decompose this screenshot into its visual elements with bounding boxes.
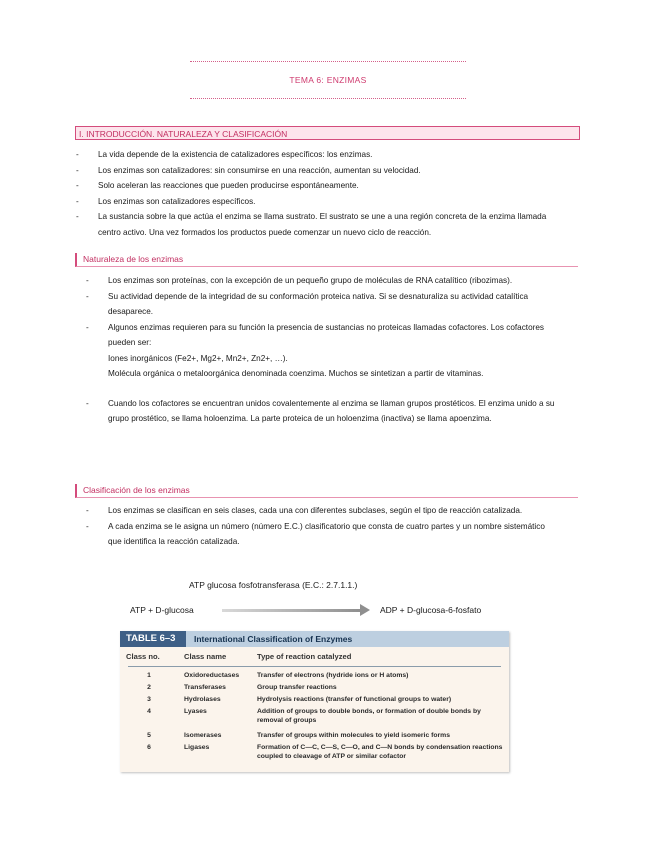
column-header: Class no. xyxy=(126,652,160,661)
naturaleza-bullet-list xyxy=(86,273,571,427)
class-name: Isomerases xyxy=(184,732,222,739)
class-name: Hydrolases xyxy=(184,696,221,703)
cofactor-line-ions: Iones inorgánicos (Fe2+, Mg2+, Mn2+, Zn2+, …). xyxy=(108,353,288,363)
class-number: 4 xyxy=(147,708,151,715)
list-item: - Los enzimas son catalizadores: sin consumirse en una reacción, aumentan su velocidad. xyxy=(76,165,421,175)
cofactor-line-coenzyme: Molécula orgánica o metaloorgánica denominada coenzima. Muchos se sintetizan a partir de vitaminas. xyxy=(108,369,484,378)
reaction-type: Formation of C—C, C—S, C—O, and C—N bonds by condensation reactions coupled to cleavage of ATP or similar cofactor xyxy=(257,744,503,760)
clasificacion-bullet-list xyxy=(86,503,548,550)
list-item: - Su actividad depende de la integridad de su conformación proteica nativa. Si se desnaturaliza su actividad catalítica desaparece. xyxy=(86,291,529,316)
subsection-heading-naturaleza: Naturaleza de los enzimas xyxy=(75,253,578,267)
table-title: International Classification of Enzymes xyxy=(194,634,353,644)
reaction-type: Transfer of electrons (hydride ions or H atoms) xyxy=(257,672,409,679)
title-rule-bottom xyxy=(190,98,466,99)
page-title: TEMA 6: ENZIMAS xyxy=(289,75,367,85)
table-rule xyxy=(128,666,501,667)
reaction-type: Hydrolysis reactions (transfer of functional groups to water) xyxy=(257,696,452,703)
class-name: Oxidoreductases xyxy=(184,672,240,679)
list-item: - Los enzimas son proteínas, con la excepción de un pequeño grupo de moléculas de RNA catalítico (ribozimas). xyxy=(86,276,513,285)
reaction-substrates: ATP + D-glucosa xyxy=(130,605,194,615)
subsection-heading-clasificacion: Clasificación de los enzimas xyxy=(75,484,578,498)
list-item: - A cada enzima se le asigna un número (número E.C.) clasificatorio que consta de cuatro partes y un nombre sistemático que identifica la reacción catalizada. xyxy=(86,521,545,546)
table-header-band xyxy=(120,631,509,647)
class-number: 1 xyxy=(147,672,151,679)
column-header: Type of reaction catalyzed xyxy=(257,652,352,661)
enzyme-classification-table xyxy=(120,631,509,772)
list-item: - Algunos enzimas requieren para su función la presencia de sustancias no proteicas llamadas cofactores. Los cofactores pueden ser: Iones inorgánicos (Fe2+, Mg2+, Mn2+, Zn2+, …). Molécula orgánica o metaloorgánica denominada coenzima. Muchos se sintetizan a partir de vitaminas. xyxy=(86,320,571,382)
class-name: Lyases xyxy=(184,708,207,715)
list-item: - Solo aceleran las reacciones que pueden producirse espontáneamente. xyxy=(76,181,359,190)
intro-bullet-list xyxy=(76,147,571,240)
class-number: 6 xyxy=(147,744,151,751)
enzyme-name: ATP glucosa fosfotransferasa (E.C.: 2.7.1.1.) xyxy=(189,580,358,590)
class-number: 5 xyxy=(147,732,151,739)
list-item: - Los enzimas son catalizadores específicos. xyxy=(76,196,256,206)
reaction-products: ADP + D-glucosa-6-fosfato xyxy=(380,605,482,615)
class-name: Ligases xyxy=(184,744,210,751)
list-item: - La sustancia sobre la que actúa el enzima se llama sustrato. El sustrato se une a una región concreta de la enzima llamada centro activo. Una vez formados los productos puede comenzar un nuevo ciclo de reacción. xyxy=(76,212,547,237)
list-item: - La vida depende de la existencia de catalizadores específicos: los enzimas. xyxy=(76,150,373,159)
list-item: - Los enzimas se clasifican en seis clases, cada una con diferentes subclases, según el tipo de reacción catalizada. xyxy=(86,506,523,515)
reaction-type: Transfer of groups within molecules to yield isomeric forms xyxy=(257,732,450,739)
column-header: Class name xyxy=(184,652,227,661)
reaction-type: Group transfer reactions xyxy=(257,684,337,691)
class-number: 3 xyxy=(147,696,151,703)
table-column-headers xyxy=(120,652,509,665)
reaction-arrow xyxy=(222,609,360,612)
reaction-type: Addition of groups to double bonds, or formation of double bonds by removal of groups xyxy=(257,708,481,724)
class-number: 2 xyxy=(147,684,151,691)
section-heading-intro: I. INTRODUCCIÓN. NATURALEZA Y CLASIFICACIÓN xyxy=(75,126,580,140)
title-rule-top xyxy=(190,61,466,62)
arrow-head-icon xyxy=(360,604,370,616)
table-tag: TABLE 6–3 xyxy=(120,631,186,647)
class-name: Transferases xyxy=(184,684,226,691)
list-item: - Cuando los cofactores se encuentran unidos covalentemente al enzima se llaman grupos prostéticos. El enzima unido a su grupo prostético, se llama holoenzima. La parte proteica de un holoenzima (inactiva) se llama apoenzima. xyxy=(86,398,555,423)
